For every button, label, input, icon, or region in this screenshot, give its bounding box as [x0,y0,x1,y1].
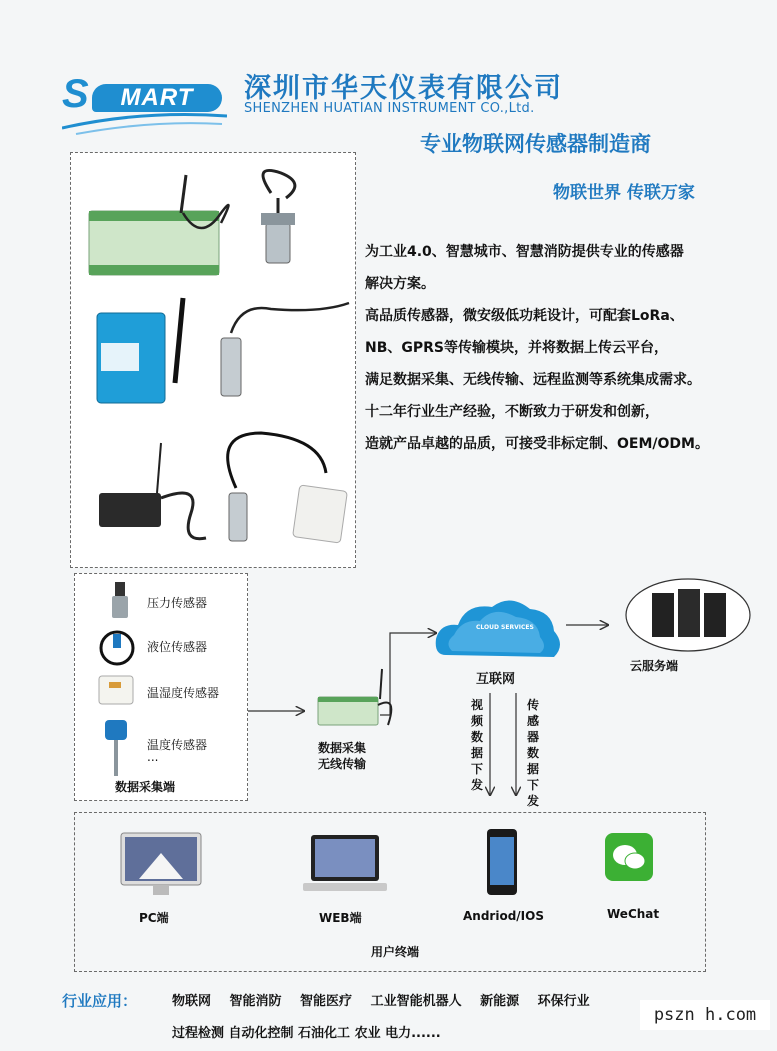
products-showcase [70,152,356,568]
gateway-caption-2: 无线传输 [318,757,367,771]
industry-list-line-2: 过程检测 自动化控制 石油化工 农业 电力...... [172,1026,441,1041]
sensor-label: 温湿度传感器 [147,686,220,700]
description-line: NB、GPRS等传输模块，并将数据上传云平台， [365,340,669,356]
sensor-item [75,670,249,714]
terminals-caption: 用户终端 [371,945,420,959]
logo-swoosh-icon [62,108,227,138]
terminal-label: WEB端 [319,911,362,925]
data-collection-end [74,573,248,801]
server-caption: 云服务端 [630,659,679,673]
main-slogan: 专业物联网传感器制造商 [420,132,651,156]
description-line: 满足数据采集、无线传输、远程监测等系统集成需求。 [365,372,701,388]
wechat-icon [605,833,653,881]
description-line: 为工业4.0、智慧城市、智慧消防提供专业的传感器 [365,244,684,260]
humidity-sensor-icon [97,672,137,708]
pressure-sensor-1-icon [261,171,295,264]
description-line: 解决方案。 [365,276,435,292]
cloud-caption: 互联网 [476,672,516,687]
pressure-sensor-icon [105,582,135,622]
gateway-caption-1: 数据采集 [318,741,367,755]
products-illustration [71,153,357,569]
humidity-sensor-icon [293,485,348,543]
company-logo [62,70,227,140]
sensor-item [75,624,249,668]
cloud-badge: CLOUD SERVICES [476,624,534,631]
site-watermark: pszn h.com [640,1000,770,1030]
pc-monitor-icon [119,831,203,903]
industry-list-line-1: 物联网 智能消防 智能医疗 工业智能机器人 新能源 环保行业 [172,994,590,1009]
sensor-label: 压力传感器 [147,596,208,610]
terminal-label: PC端 [139,911,169,925]
sensors-caption: 数据采集端 [115,780,176,794]
logo-word: MART [92,84,222,112]
sensor-label: 温度传感器 [147,738,208,752]
server-icon [626,579,750,651]
temperature-sensor-icon [99,718,135,780]
gateway-module-1-icon [89,175,229,275]
sensor-ellipsis: ... [147,750,159,764]
gateway-module-2-icon [97,298,183,403]
company-description [365,236,765,460]
terminal-label: WeChat [607,907,660,921]
company-name-en: SHENZHEN HUATIAN INSTRUMENT CO.,Ltd. [244,101,535,116]
sensor-label: 液位传感器 [147,640,208,654]
gateway-module-3-icon [99,443,206,539]
sensor-data-down-label: 传感器数据下发 [526,698,539,808]
description-line: 十二年行业生产经验，不断致力于研发和创新， [365,404,659,420]
terminal-label: Andriod/IOS [463,909,544,923]
smartphone-icon [485,827,519,899]
sub-slogan: 物联世界 传联万家 [553,183,695,203]
industry-applications-label: 行业应用： [62,992,138,1010]
sensor-item [75,580,249,624]
pressure-sensor-2-icon [221,303,349,396]
logo-letter: S [62,72,89,116]
sensor-item [75,718,249,762]
gateway-device-icon [318,669,391,725]
description-line: 高品质传感器，微安级低功耗设计，可配套LoRa、 [365,308,684,324]
user-terminals [74,812,706,972]
company-name-cn: 深圳市华天仪表有限公司 [244,73,563,104]
laptop-icon [303,833,387,899]
description-line: 造就产品卓越的品质，可接受非标定制、OEM/ODM。 [365,436,709,452]
level-sensor-icon [95,626,139,666]
video-data-down-label: 视频数据下发 [470,698,483,792]
